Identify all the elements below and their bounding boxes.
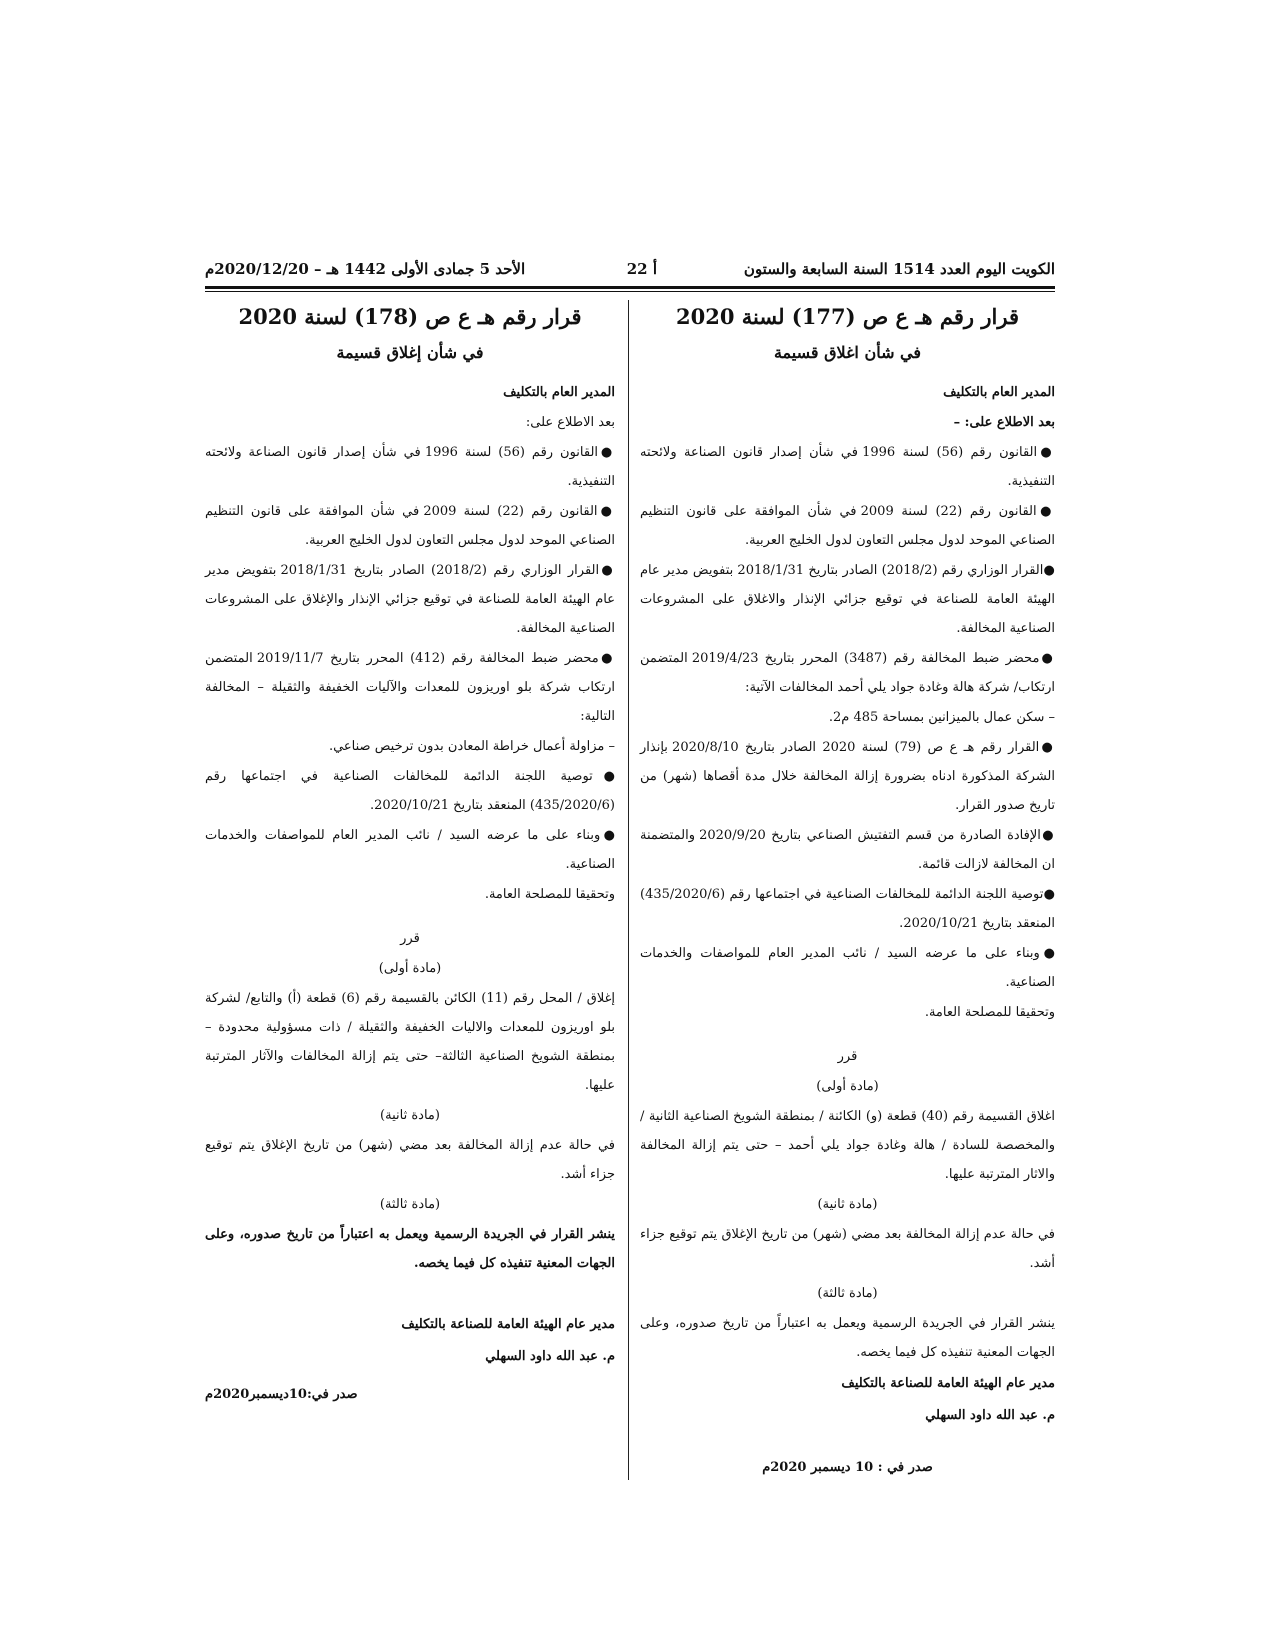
decided-heading: قرر bbox=[837, 1049, 858, 1064]
preamble-item: ●محضر ضبط المخالفة رقم (3487) المحرر بتاريخ 2019/4/23 المتضمن ارتكاب/ شركة هالة وغادة جواد يلي أحمد المخالفات الآتية: bbox=[640, 651, 1055, 695]
article-text: في حالة عدم إزالة المخالفة بعد مضي (شهر) من تاريخ الإغلاق يتم توقيع جزاء أشد. bbox=[205, 1138, 615, 1182]
preamble-item: ●وبناء على ما عرضه السيد / نائب المدير العام للمواصفات والخدمات الصناعية. bbox=[640, 946, 1055, 990]
preamble-item: ●القانون رقم (22) لسنة 2009 في شأن الموافقة على قانون التنظيم الصناعي الموحد لدول مجلس التعاون لدول الخليج العربية. bbox=[640, 504, 1055, 548]
decided-heading: قرر bbox=[400, 931, 420, 946]
preamble-item: ●القرار الوزاري رقم (2018/2) الصادر بتاريخ 2018/1/31 بتفويض مدير عام الهيئة العامة للصناعة في توقيع جزائي الإنذار والاغلاق على المشروعات الصناعية المخالفة. bbox=[640, 563, 1055, 636]
preamble-item: – مزاولة أعمال خراطة المعادن بدون ترخيص صناعي. bbox=[328, 739, 615, 754]
article-title: (مادة أولى) bbox=[378, 961, 442, 976]
preamble-item: – سكن عمال بالميزانين بمساحة 485 م2. bbox=[828, 710, 1055, 725]
preamble: بعد الاطلاع على: – bbox=[953, 415, 1055, 430]
signatory-name: م. عبد الله داود السهلي bbox=[485, 1349, 615, 1364]
article-text: ينشر القرار في الجريدة الرسمية ويعمل به اعتباراً من تاريخ صدوره، وعلى الجهات المعنية تنفيذه كل فيما يخصه. bbox=[640, 1316, 1055, 1360]
issuer: المدير العام بالتكليف bbox=[943, 385, 1055, 400]
decision-title: قرار رقم هـ ع ص (177) لسنة 2020 bbox=[676, 304, 1019, 329]
preamble-item: ●القرار الوزاري رقم (2018/2) الصادر بتاريخ 2018/1/31 بتفويض مدير عام الهيئة العامة للصناعة في توقيع جزائي الإنذار والإغلاق على المشروعات الصناعية المخالفة. bbox=[205, 563, 615, 636]
preamble-item: ●توصية اللجنة الدائمة للمخالفات الصناعية في اجتماعها رقم (435/2020/6) المنعقد بتاريخ 2020/10/21. bbox=[640, 887, 1055, 931]
signatory-title: مدير عام الهيئة العامة للصناعة بالتكليف bbox=[841, 1376, 1055, 1391]
header-page-number: أ 22 bbox=[626, 260, 657, 278]
decision-subtitle: في شأن إغلاق قسيمة bbox=[336, 343, 484, 362]
decision-178-column bbox=[205, 300, 615, 1402]
article-text: في حالة عدم إزالة المخالفة بعد مضي (شهر) من تاريخ الإغلاق يتم توقيع جزاء أشد. bbox=[640, 1227, 1055, 1271]
preamble: بعد الاطلاع على: bbox=[525, 415, 615, 430]
article-text: اغلاق القسيمة رقم (40) قطعة (و) الكائنة / بمنطقة الشويخ الصناعية الثانية / والمخصصة للسادة / هالة وغادة جواد يلي أحمد – حتى يتم إزالة المخالفة والاثار المترتبة عليها. bbox=[640, 1109, 1055, 1182]
decision-177-column bbox=[640, 300, 1055, 1475]
article-title: (مادة أولى) bbox=[816, 1079, 879, 1094]
preamble-item: ●القرار رقم هـ ع ص (79) لسنة 2020 الصادر بتاريخ 2020/8/10 بإنذار الشركة المذكورة ادناه بضرورة إزالة المخالفة خلال مدة أقصاها (شهر) من تاريخ صدور القرار. bbox=[640, 740, 1055, 813]
decision-subtitle: في شأن اغلاق قسيمة bbox=[773, 343, 922, 362]
issue-date: صدر في : 10 ديسمبر 2020م bbox=[762, 1460, 933, 1475]
preamble-item: ●توصية اللجنة الدائمة للمخالفات الصناعية في اجتماعها رقم (435/2020/6) المنعقد بتاريخ 2020/10/21. bbox=[205, 769, 615, 813]
article-text: إغلاق / المحل رقم (11) الكائن بالقسيمة رقم (6) قطعة (أ) والتابع/ لشركة بلو اوريزون للمعدات والاليات الخفيفة والثقيلة / ذات مسؤولية محدودة – بمنطقة الشويخ الصناعية الثالثة– حتى يتم إزالة المخالفات والآثار المترتبة عليها. bbox=[205, 991, 615, 1093]
article-title: (مادة ثانية) bbox=[817, 1197, 878, 1212]
issuer: المدير العام بالتكليف bbox=[503, 385, 615, 400]
article-title: (مادة ثانية) bbox=[380, 1108, 440, 1123]
column-divider bbox=[628, 300, 629, 1480]
issue-date: صدر في:10ديسمبر2020م bbox=[205, 1387, 358, 1402]
preamble-item: ●الإفادة الصادرة من قسم التفتيش الصناعي بتاريخ 2020/9/20 والمتضمنة ان المخالفة لازالت قائمة. bbox=[640, 828, 1055, 872]
header-publication: الكويت اليوم العدد 1514 السنة السابعة والستون bbox=[743, 260, 1055, 278]
signatory-name: م. عبد الله داود السهلي bbox=[925, 1408, 1055, 1423]
header-rule bbox=[205, 286, 1055, 292]
signatory-title: مدير عام الهيئة العامة للصناعة بالتكليف bbox=[401, 1317, 615, 1332]
preamble-item: وتحقيقا للمصلحة العامة. bbox=[924, 1005, 1055, 1020]
preamble-item: ●وبناء على ما عرضه السيد / نائب المدير العام للمواصفات والخدمات الصناعية. bbox=[205, 828, 615, 872]
preamble-item: ●محضر ضبط المخالفة رقم (412) المحرر بتاريخ 2019/11/7 المتضمن ارتكاب شركة بلو اوريزون للمعدات والآليات الخفيفة والثقيلة – المخالفة التالية: bbox=[205, 651, 615, 724]
article-text: ينشر القرار في الجريدة الرسمية ويعمل به اعتباراً من تاريخ صدوره، وعلى الجهات المعنية تنفيذه كل فيما يخصه. bbox=[205, 1227, 615, 1271]
preamble-item: ●القانون رقم (56) لسنة 1996 في شأن إصدار قانون الصناعة ولائحته التنفيذية. bbox=[205, 445, 615, 489]
preamble-item: ●القانون رقم (22) لسنة 2009 في شأن الموافقة على قانون التنظيم الصناعي الموحد لدول مجلس التعاون لدول الخليج العربية. bbox=[205, 504, 615, 548]
article-title: (مادة ثالثة) bbox=[379, 1197, 441, 1212]
preamble-item: وتحقيقا للمصلحة العامة. bbox=[484, 887, 615, 902]
article-title: (مادة ثالثة) bbox=[817, 1286, 878, 1301]
page-header bbox=[205, 254, 1055, 288]
preamble-item: ●القانون رقم (56) لسنة 1996 في شأن إصدار قانون الصناعة ولائحته التنفيذية. bbox=[640, 445, 1055, 489]
decision-title: قرار رقم هـ ع ص (178) لسنة 2020 bbox=[238, 304, 582, 329]
header-date: الأحد 5 جمادى الأولى 1442 هـ – 2020/12/20م bbox=[205, 260, 526, 278]
